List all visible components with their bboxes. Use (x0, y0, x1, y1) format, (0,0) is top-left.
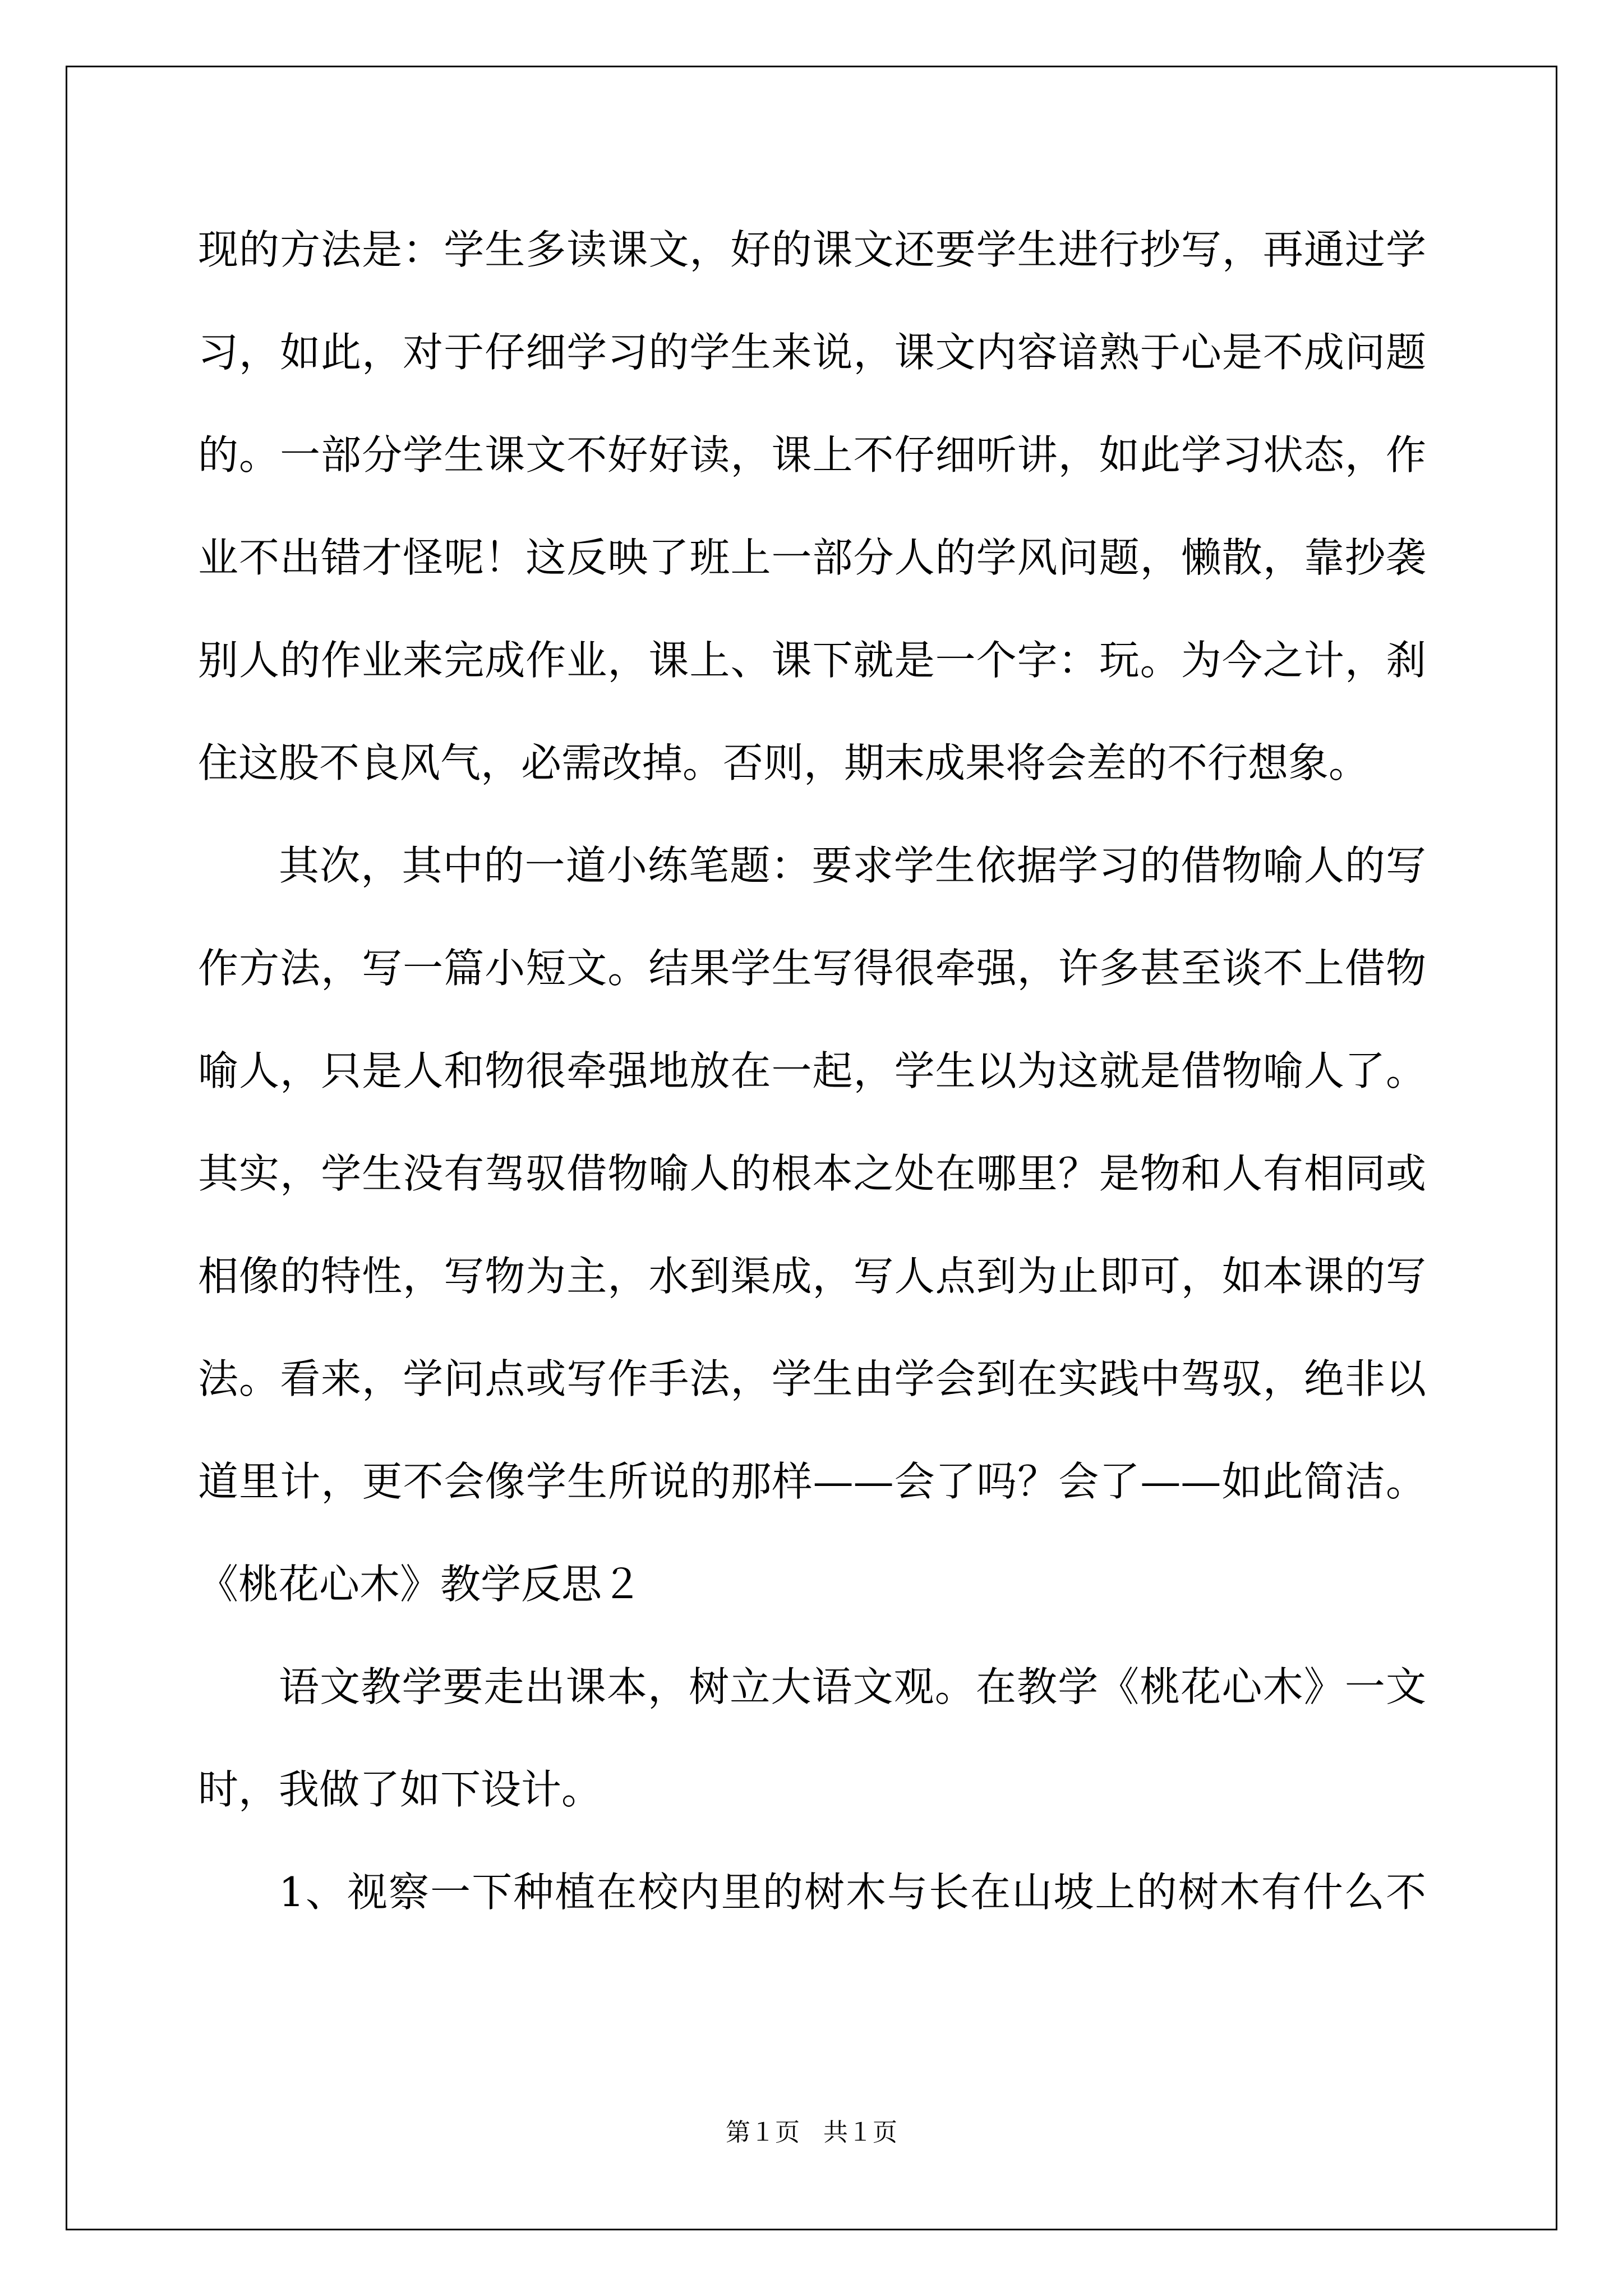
paragraph-line: 其次，其中的一道小练笔题：要求学生依据学习的借物喻人的写 (279, 842, 1426, 889)
paragraph-line: 习，如此，对于仔细学习的学生来说，课文内容谙熟于心是不成问题 (198, 329, 1426, 376)
paragraph-line: 住这股不良风气，必需改掉。否则，期末成果将会差的不行想象。 (198, 739, 1370, 786)
paragraph-line: 喻人，只是人和物很牵强地放在一起，学生以为这就是借物喻人了。 (198, 1047, 1426, 1094)
paragraph-line: 业不出错才怪呢！这反映了班上一部分人的学风问题，懒散，靠抄袭 (198, 534, 1426, 581)
page-footer (0, 2112, 1623, 2148)
paragraph-line: 时，我做了如下设计。 (198, 1766, 602, 1813)
paragraph-line: 1、视察一下种植在校内里的树木与长在山坡上的树木有什么不 (279, 1869, 1426, 1916)
paragraph-line: 法。看来，学问点或写作手法，学生由学会到在实践中驾驭，绝非以 (198, 1355, 1426, 1402)
paragraph-line: 语文教学要走出课本，树立大语文观。在教学《桃花心木》一文 (279, 1663, 1426, 1710)
paragraph-line: 的。一部分学生课文不好好读，课上不仔细听讲，如此学习状态，作 (198, 431, 1426, 478)
document-body (198, 210, 1426, 1955)
paragraph-line: 其实，学生没有驾驭借物喻人的根本之处在哪里？是物和人有相同或 (198, 1150, 1426, 1197)
paragraph-line: 道里计，更不会像学生所说的那样——会了吗？会了——如此简洁。 (198, 1458, 1426, 1505)
paragraph-line: 现的方法是：学生多读课文，好的课文还要学生进行抄写，再通过学 (198, 226, 1426, 273)
paragraph-line: 作方法，写一篇小短文。结果学生写得很牵强，许多甚至谈不上借物 (198, 945, 1426, 992)
paragraph-line: 相像的特性，写物为主，水到渠成，写人点到为止即可，如本课的写 (198, 1253, 1426, 1300)
page-total: 共１页 (823, 2118, 897, 2147)
paragraph-line: 别人的作业来完成作业，课上、课下就是一个字：玩。为今之计，刹 (198, 637, 1426, 684)
page-number: 第１页 (726, 2118, 800, 2147)
section-heading: 《桃花心木》教学反思２ (198, 1561, 643, 1608)
